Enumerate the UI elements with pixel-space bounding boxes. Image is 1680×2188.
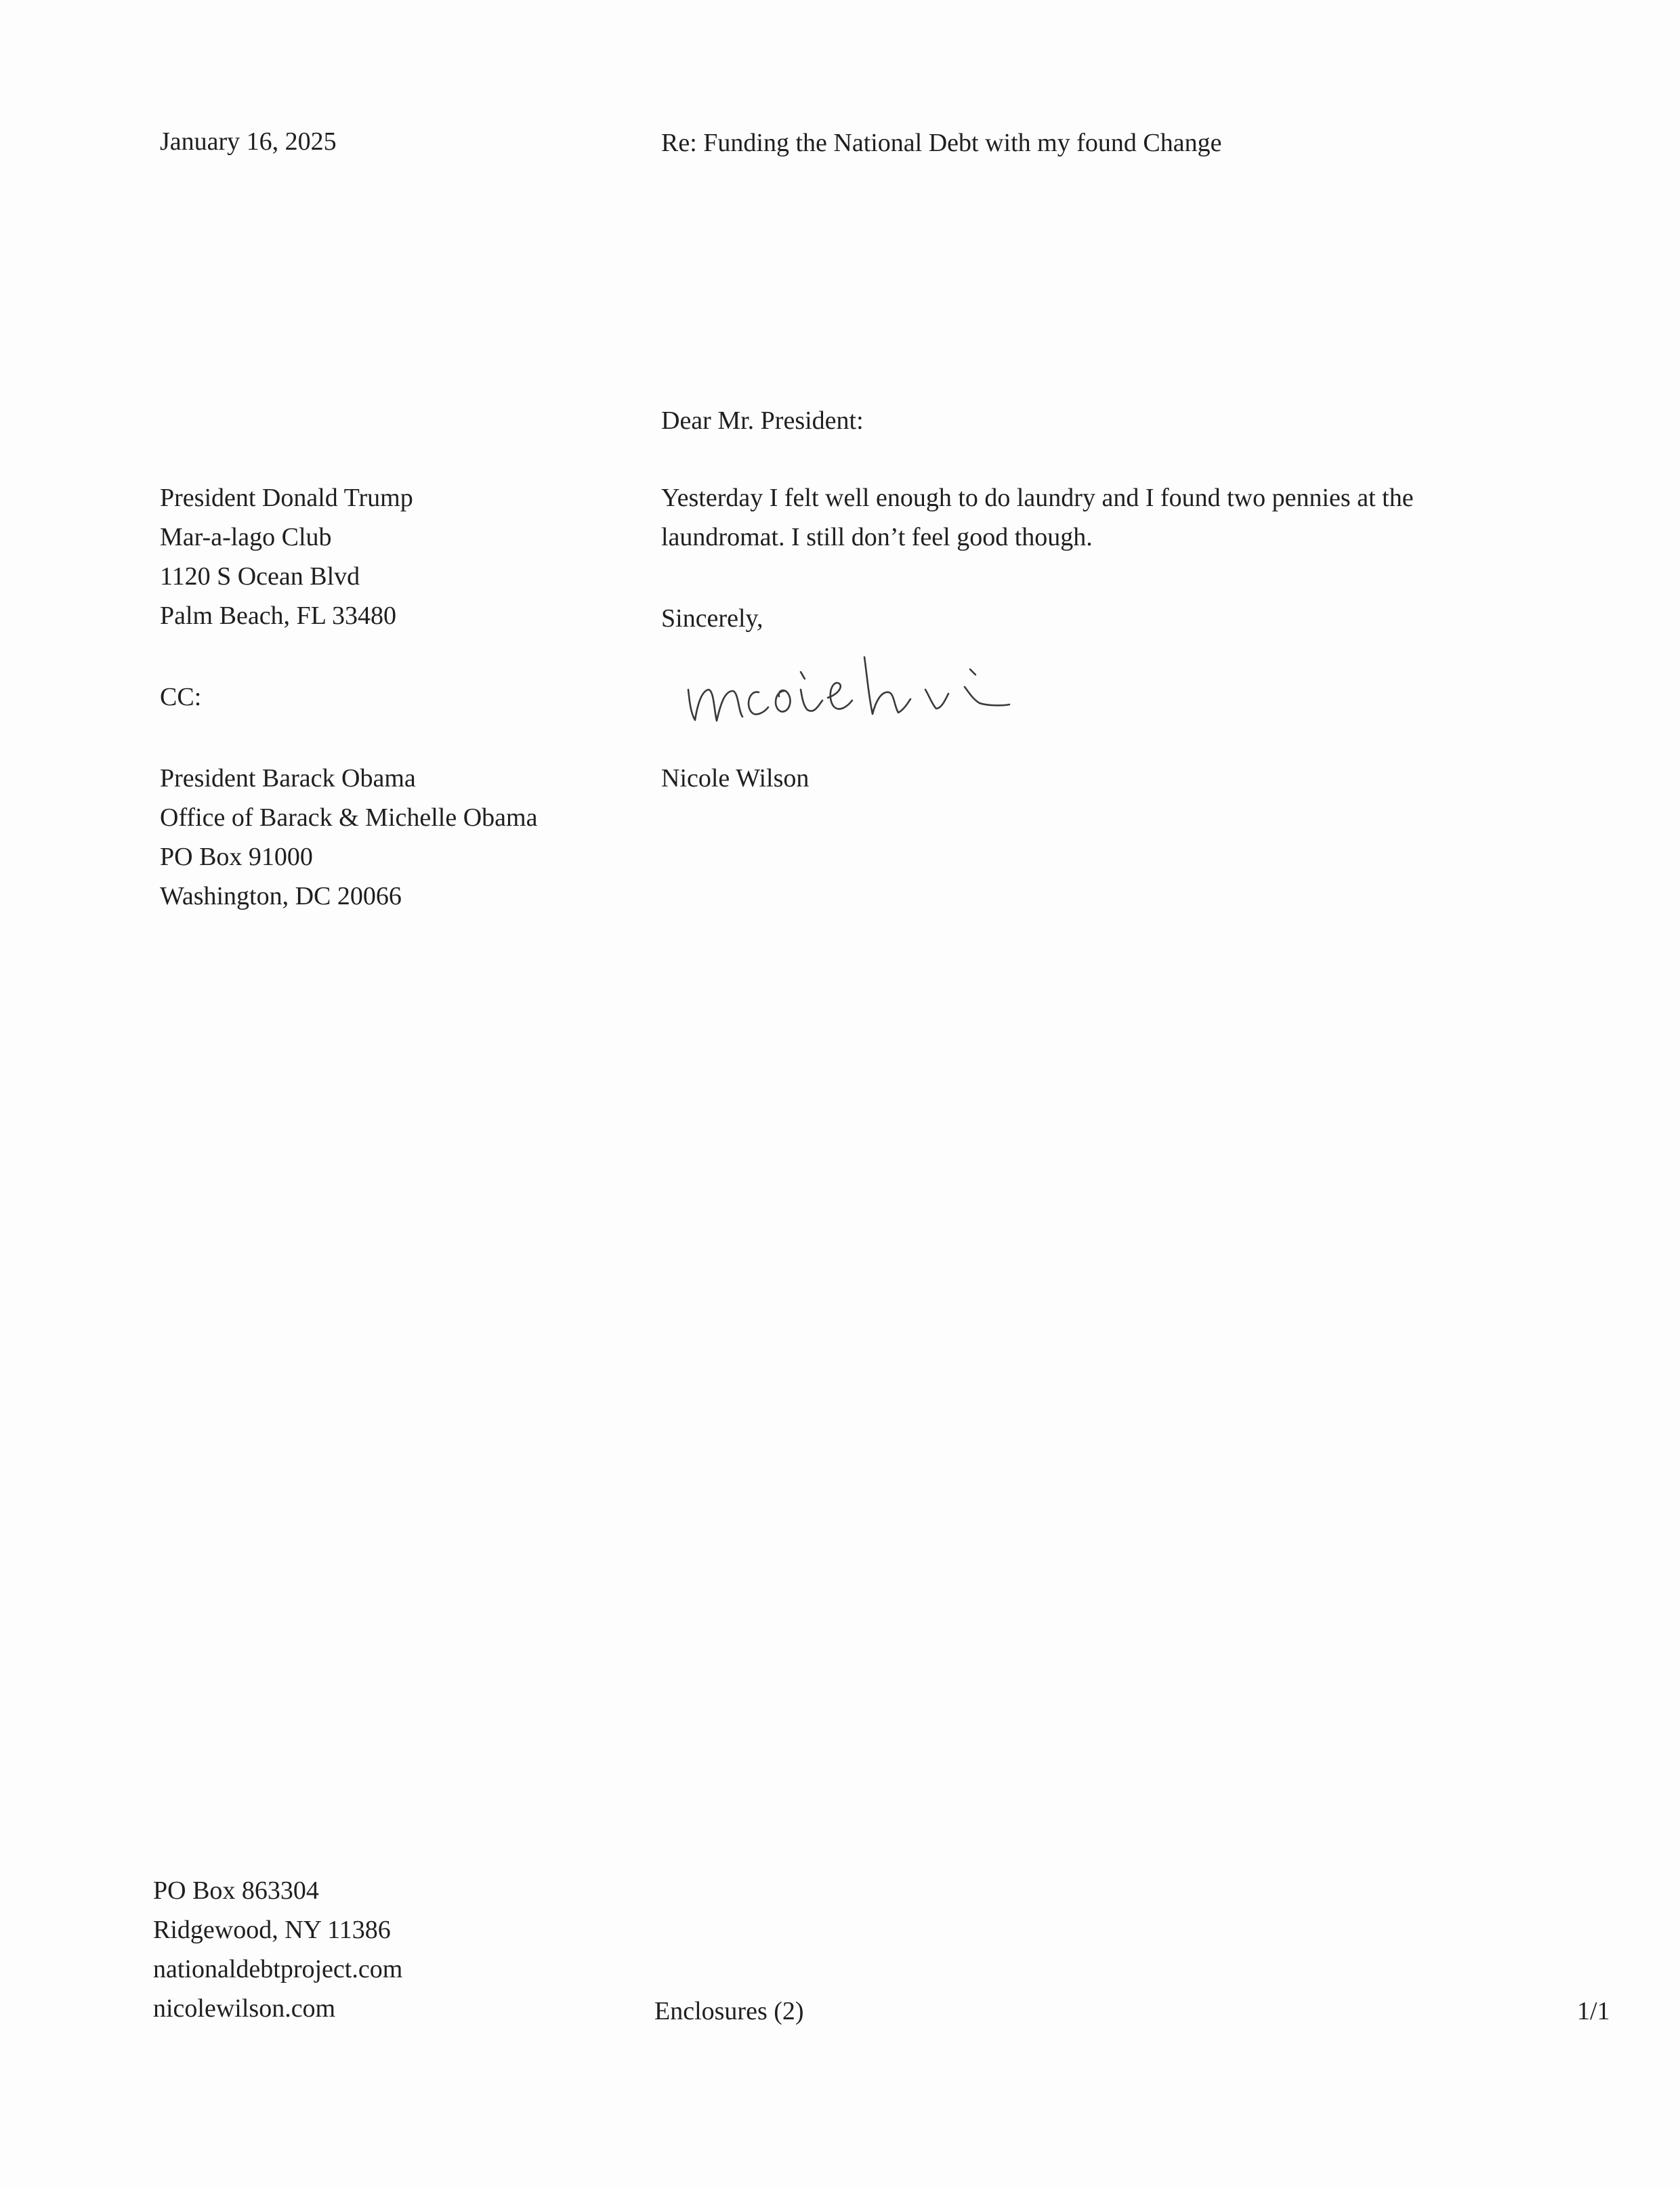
- cc-recipient-name: President Barack Obama: [160, 764, 416, 793]
- signature-image: [684, 649, 1050, 730]
- recipient-street: 1120 S Ocean Blvd: [160, 562, 360, 591]
- body-line: laundromat. I still don’t feel good though.: [661, 523, 1093, 551]
- cc-label: CC:: [160, 683, 202, 711]
- letter-date: January 16, 2025: [160, 127, 337, 156]
- sender-city: Ridgewood, NY 11386: [153, 1916, 391, 1944]
- letter-subject: Re: Funding the National Debt with my found Change: [661, 129, 1222, 157]
- letter-body: [661, 478, 1414, 557]
- cc-recipient-org: Office of Barack & Michelle Obama: [160, 803, 538, 832]
- page-number: 1/1: [1577, 1997, 1610, 2025]
- sender-website: nicolewilson.com: [153, 1994, 336, 2023]
- body-line: Yesterday I felt well enough to do laundry and I found two pennies at the: [661, 484, 1414, 512]
- signer-name: Nicole Wilson: [661, 764, 810, 793]
- cc-recipient-street: PO Box 91000: [160, 843, 313, 871]
- cc-recipient-address: [160, 759, 537, 916]
- recipient-name: President Donald Trump: [160, 484, 413, 512]
- sender-address: [153, 1871, 402, 2028]
- recipient-org: Mar-a-lago Club: [160, 523, 332, 551]
- cc-recipient-city: Washington, DC 20066: [160, 882, 402, 910]
- enclosures-note: Enclosures (2): [654, 1997, 804, 2025]
- sender-po-box: PO Box 863304: [153, 1876, 319, 1905]
- sender-website: nationaldebtproject.com: [153, 1955, 403, 1983]
- closing: Sincerely,: [661, 604, 763, 633]
- recipient-city: Palm Beach, FL 33480: [160, 602, 396, 630]
- recipient-address: [160, 478, 413, 635]
- salutation: Dear Mr. President:: [661, 406, 864, 435]
